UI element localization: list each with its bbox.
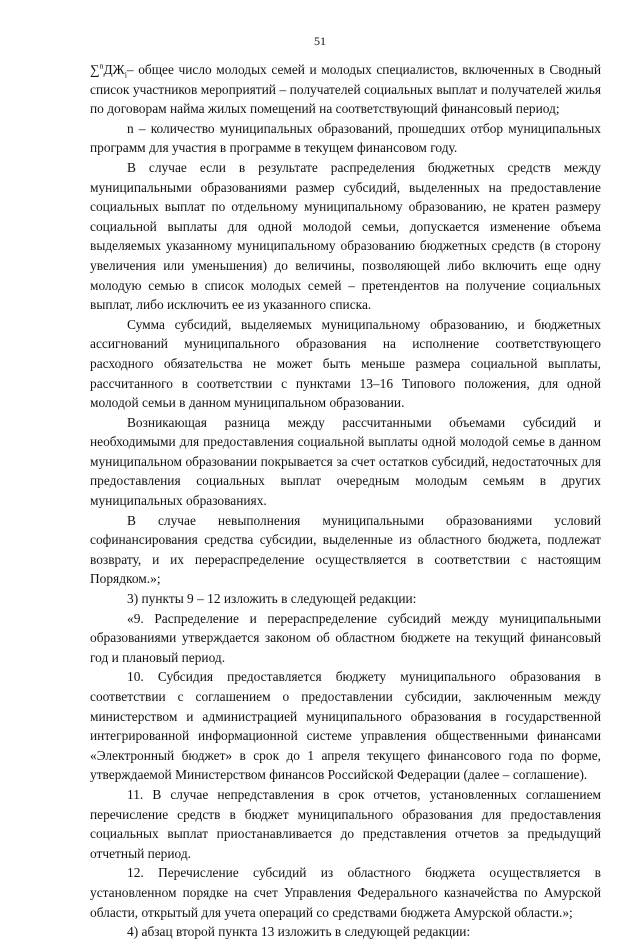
paragraph: «9. Распределение и перераспределение субсидий между муниципальными образованиями утверждается законом об областном бюджете на текущий финансовый год и плановый период.: [90, 610, 601, 665]
formula: [90, 61, 127, 80]
paragraph: В случае если в результате распределения бюджетных средств между муниципальными образованиями размер субсидий, выделенных на предоставление социальных выплат по отдельному муниципальному образованию, не кратен размеру социальной выплаты для одной молодой семьи, допускается изменение объема выделяемых указанному муниципальному образованию бюджетных средств (в сторону увеличения или уменьшения) до величины, позволяющей либо включить еще одну молодую семью в список молодых семей – претендентов на получение социальных выплат, либо исключить ее из указанного списка.: [90, 159, 601, 313]
paragraph: 4) абзац второй пункта 13 изложить в следующей редакции:: [127, 924, 471, 940]
document-body: [90, 60, 601, 942]
formula-superscript: n: [99, 61, 104, 71]
sum-symbol: ∑: [90, 62, 100, 77]
paragraph: 11. В случае непредставления в срок отчетов, установленных соглашением перечисление средств в бюджет муниципального образования для предоставления социальных выплат приостанавливается до представления отчетов за предыдущий отчетный период.: [90, 786, 601, 861]
formula-variable: ДЖ: [103, 62, 125, 77]
paragraph-text: – общее число молодых семей и молодых специалистов, включенных в Сводный список участников мероприятий – получателей социальных выплат и получателей жилья по договорам найма жилых помещений на соответствующий финансовый период;: [90, 62, 601, 117]
paragraph: 3) пункты 9 – 12 изложить в следующей редакции:: [127, 591, 417, 607]
paragraph: n – количество муниципальных образований, прошедших отбор муниципальных программ для участия в программе в текущем финансовом году.: [90, 120, 601, 156]
paragraph: 12. Перечисление субсидий из областного бюджета осуществляется в установленном порядке на счет Управления Федерального казначейства по Амурской области, открытый для учета операций со средствами бюджета Амурской области.»;: [90, 865, 601, 920]
paragraph: Возникающая разница между рассчитанными объемами субсидий и необходимыми для предоставления социальной выплаты одной молодой семье в данном муниципальном образовании покрывается за счет остатков субсидий, недостаточных для предоставления социальных выплат очередным молодым семьям в других муниципальных образованиях.: [90, 414, 601, 509]
paragraph: В случае невыполнения муниципальными образованиями условий софинансирования средства субсидии, выделенные из областного бюджета, подлежат возврату, и их перераспределение осуществляется в соответствии с настоящим Порядком.»;: [90, 512, 601, 587]
formula-paragraph: [90, 60, 601, 119]
paragraph: Сумма субсидий, выделяемых муниципальному образованию, и бюджетных ассигнований муниципального образования на исполнение соответствующего расходного обязательства не может быть меньше размера социальной выплаты, рассчитанного в соответствии с пунктами 13–16 Типового положения, для одной молодой семьи в данном муниципальном образовании.: [90, 316, 601, 411]
page-number: 51: [314, 34, 326, 48]
formula-subscript: i: [124, 70, 127, 80]
paragraph: 10. Субсидия предоставляется бюджету муниципального образования в соответствии с соглашением о предоставлении субсидии, заключенным между министерством и администрацией муниципального образования в государственной интегрированной информационной системе управления общественными финансами «Электронный бюджет» в срок до 1 апреля текущего финансового года по форме, утверждаемой Министерством финансов Российской Федерации (далее – соглашение).: [90, 669, 601, 783]
